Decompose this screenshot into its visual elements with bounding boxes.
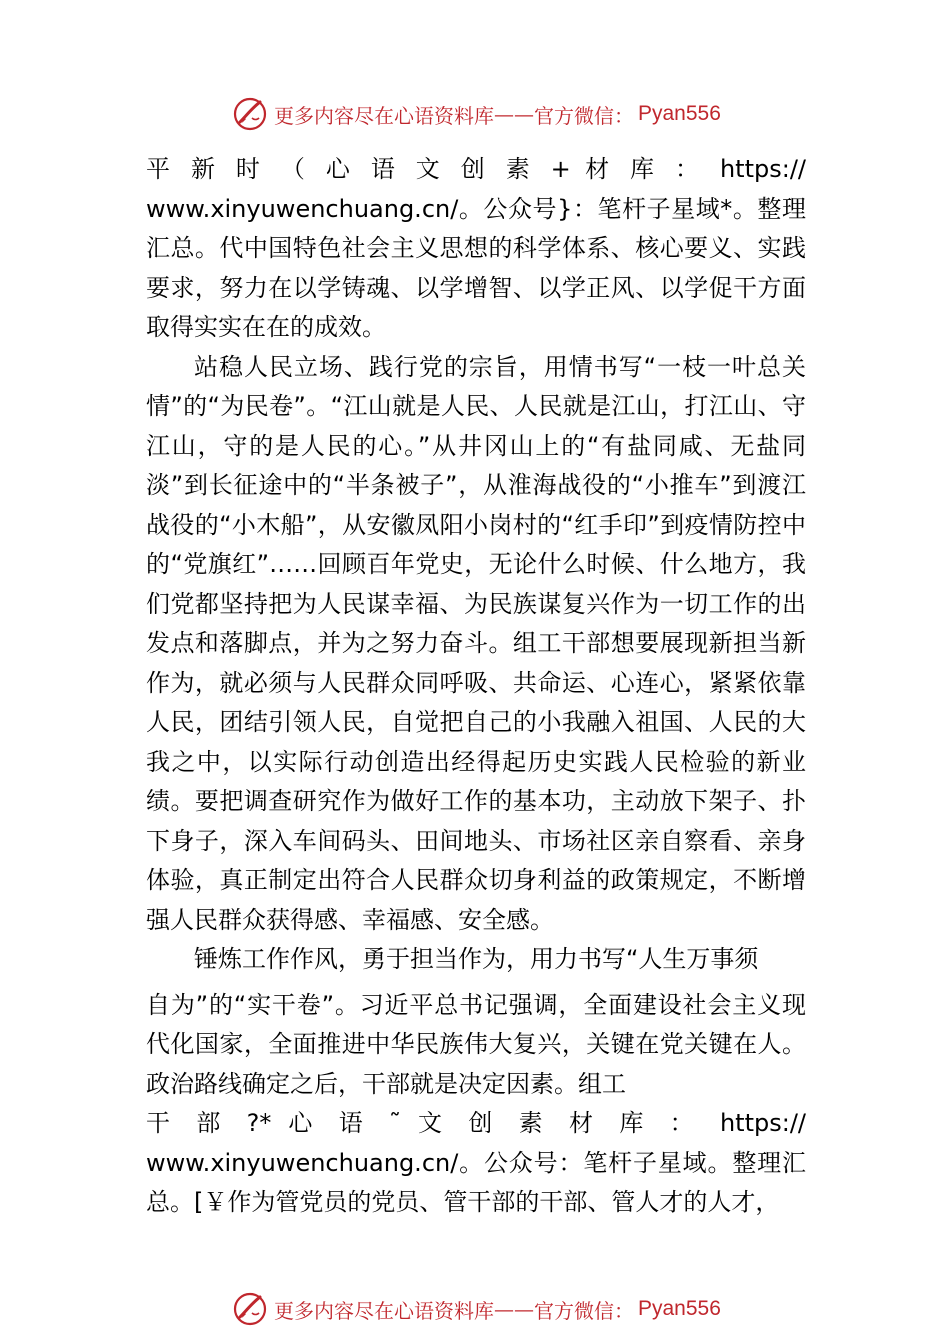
footer-title: 更多内容尽在心语资料库 [274, 1298, 494, 1323]
paragraph-3-rest: 自为”的“实干卷”。习近平总书记强调，全面建设社会主义现代化国家，全面推进中华民族伟大复兴，关键在党关键在人。政治路线确定之后，干部就是决定因素。组工 [146, 990, 806, 1098]
header-wechat-label: 官方微信： [534, 103, 634, 128]
red-pen-circle-logo-icon [232, 1291, 268, 1327]
paragraph-1-rest: www.xinyuwenchuang.cn/。公众号}：笔杆子星域*。整理汇总。代中国特色社会主义思想的科学体系、核心要义、实践要求，努力在以学铸魂、以学增智、以学正风、以学促干方面取得实实在在的成效。 [146, 194, 806, 341]
header-title: 更多内容尽在心语资料库 [274, 103, 494, 128]
body-line-1: 平 新 时 （ 心 语 文 创 素 + 材 库 ： https:// [146, 155, 806, 183]
paragraph-3-end: www.xinyuwenchuang.cn/。公众号：笔杆子星域。整理汇总。[￥作为管党员的党员、管干部的干部、管人才的人才， [146, 1148, 806, 1216]
header-banner [232, 94, 732, 134]
paragraph-3-spaced-line: 干 部 ?* 心 语 ˜ 文 创 素 材 库 ： https:// [146, 1109, 806, 1137]
paragraph-3-line-1: 锤炼工作作风，勇于担当作为，用力书写“人生万事须 [194, 945, 759, 973]
header-separator: —— [494, 102, 534, 126]
footer-wechat-label: 官方微信： [534, 1298, 634, 1323]
header-wechat-id: Pyan556 [638, 102, 721, 125]
footer-separator: —— [494, 1297, 534, 1321]
footer-wechat-id: Pyan556 [638, 1297, 721, 1320]
red-pen-circle-logo-icon [232, 96, 268, 132]
document-body [146, 150, 806, 1223]
footer-banner [232, 1289, 732, 1329]
paragraph-2: 站稳人民立场、践行党的宗旨，用情书写“一枝一叶总关情”的“为民卷”。“江山就是人民、人民就是江山，打江山、守江山，守的是人民的心。”从井冈山上的“有盐同咸、无盐同淡”到长征途中的“半条被子”，从淮海战役的“小推车”到渡江战役的“小木船”，从安徽凤阳小岗村的“红手印”到疫情防控中的“党旗红”……回顾百年党史，无论什么时候、什么地方，我们党都坚持把为人民谋幸福、为民族谋复兴作为一切工作的出发点和落脚点，并为之努力奋斗。组工干部想要展现新担当新作为，就必须与人民群众同呼吸、共命运、心连心，紧紧依靠人民，团结引领人民，自觉把自己的小我融入祖国、人民的大我之中，以实际行动创造出经得起历史实践人民检验的新业绩。要把调查研究作为做好工作的基本功，主动放下架子、扑下身子，深入车间码头、田间地头、市场社区亲自察看、亲身体验，真正制定出符合人民群众切身利益的政策规定，不断增强人民群众获得感、幸福感、安全感。 [146, 352, 806, 934]
